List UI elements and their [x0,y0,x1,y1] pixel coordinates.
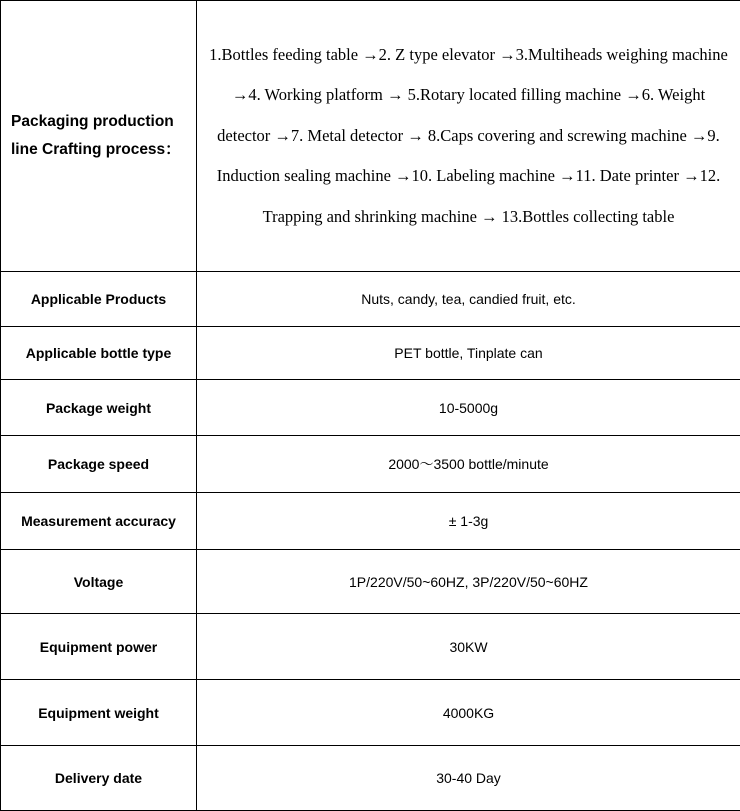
table-row [1,436,740,493]
table-row [1,1,740,272]
row-label: Package weight [1,380,197,436]
table-row [1,493,740,550]
table-row [1,614,740,680]
table-row [1,327,740,380]
row-label: Packaging production line Crafting process： [1,1,197,272]
row-label: Package speed [1,436,197,493]
row-value: Nuts, candy, tea, candied fruit, etc. [197,272,740,327]
row-label: Applicable bottle type [1,327,197,380]
row-value: 1P/220V/50~60HZ, 3P/220V/50~60HZ [197,550,740,614]
table-row [1,380,740,436]
row-label: Applicable Products [1,272,197,327]
row-label: Voltage [1,550,197,614]
row-value: 30KW [197,614,740,680]
row-value: PET bottle, Tinplate can [197,327,740,380]
table-row [1,272,740,327]
row-label: Measurement accuracy [1,493,197,550]
table-row [1,680,740,746]
table-row [1,746,740,811]
row-value: 4000KG [197,680,740,746]
table-row [1,550,740,614]
row-label: Equipment power [1,614,197,680]
row-value: 30-40 Day [197,746,740,811]
row-value: 2000～3500 bottle/minute [197,436,740,493]
row-value: 1.Bottles feeding table →2. Z type elevator →3.Multiheads weighing machine →4. Working platform → 5.Rotary located filling machine →6. Weight detector →7. Metal detector → 8.Caps covering and screwing machine →9. Induction sealing machine →10. Labeling machine →11. Date printer →12. Trapping and shrinking machine → 13.Bottles collecting table [197,1,740,272]
row-value: 10-5000g [197,380,740,436]
row-label: Equipment weight [1,680,197,746]
row-label: Delivery date [1,746,197,811]
row-value: ± 1-3g [197,493,740,550]
